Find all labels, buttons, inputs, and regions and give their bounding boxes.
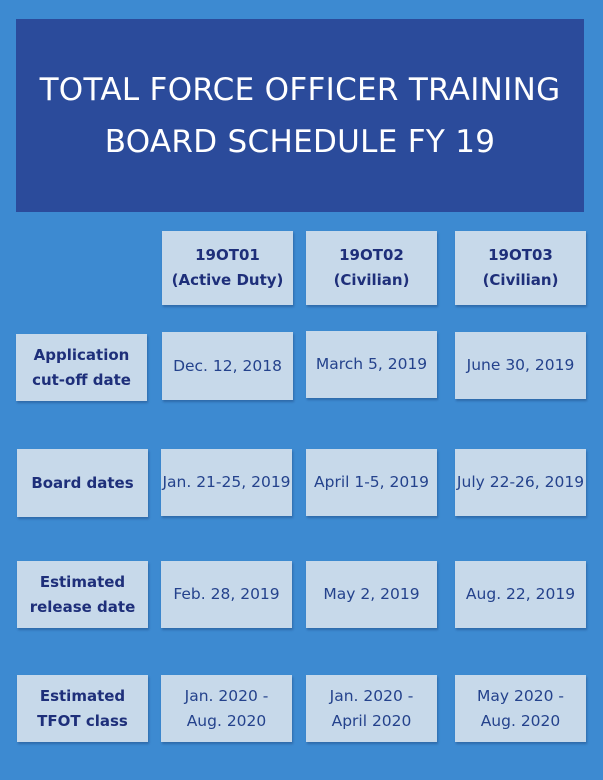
cell-line-2: April 2020	[331, 711, 412, 730]
table-cell	[161, 449, 292, 516]
row-label-line-1: Application	[33, 345, 130, 364]
cell-line-1: April 1-5, 2019	[314, 473, 429, 491]
title-banner	[16, 19, 584, 212]
table-cell	[455, 675, 586, 742]
cell-line-2: Aug. 2020	[186, 711, 267, 730]
column-header-code: 19OT01	[195, 246, 260, 264]
row-label-board-dates	[17, 449, 148, 517]
row-label-line-1: Board dates	[31, 473, 134, 492]
cell-line-1: July 22-26, 2019	[456, 473, 585, 491]
row-label-estimated-release	[17, 561, 148, 628]
table-cell	[306, 675, 437, 742]
row-label-application-cutoff	[16, 334, 147, 401]
column-header-type: (Active Duty)	[171, 271, 284, 289]
cell-line-1: Feb. 28, 2019	[173, 585, 280, 603]
row-label-estimated-tfot-class	[17, 675, 148, 742]
row-label-line-2: release date	[29, 597, 136, 616]
row-label-line-2: cut-off date	[32, 370, 131, 389]
column-header-type: (Civilian)	[482, 271, 559, 289]
table-cell	[162, 332, 293, 400]
column-header-code: 19OT03	[488, 246, 553, 264]
cell-line-1: Jan. 2020 -	[184, 686, 269, 705]
table-cell	[306, 331, 437, 398]
table-cell	[455, 449, 586, 516]
table-cell	[161, 675, 292, 742]
cell-line-1: March 5, 2019	[315, 355, 428, 373]
cell-line-2: Aug. 2020	[480, 711, 561, 730]
table-cell	[161, 561, 292, 628]
row-label-line-2: TFOT class	[37, 711, 128, 730]
cell-line-1: Dec. 12, 2018	[173, 356, 282, 375]
table-cell	[306, 449, 437, 516]
row-label-line-1: Estimated	[39, 686, 126, 705]
title-line-1: TOTAL FORCE OFFICER TRAINING	[39, 71, 561, 108]
column-header-19ot01	[162, 231, 293, 305]
column-header-19ot03	[455, 231, 586, 305]
cell-line-1: May 2020 -	[477, 686, 564, 705]
title-line-2: BOARD SCHEDULE FY 19	[104, 123, 496, 160]
table-cell	[455, 561, 586, 628]
cell-line-1: June 30, 2019	[466, 356, 575, 374]
cell-line-1: Jan. 2020 -	[329, 686, 414, 705]
row-label-line-1: Estimated	[39, 572, 126, 591]
table-cell	[455, 332, 586, 399]
cell-line-1: Jan. 21-25, 2019	[162, 473, 291, 491]
column-header-type: (Civilian)	[333, 271, 410, 289]
column-header-19ot02	[306, 231, 437, 305]
cell-line-1: May 2, 2019	[323, 585, 420, 603]
column-header-code: 19OT02	[339, 246, 404, 264]
table-cell	[306, 561, 437, 628]
cell-line-1: Aug. 22, 2019	[465, 585, 576, 603]
